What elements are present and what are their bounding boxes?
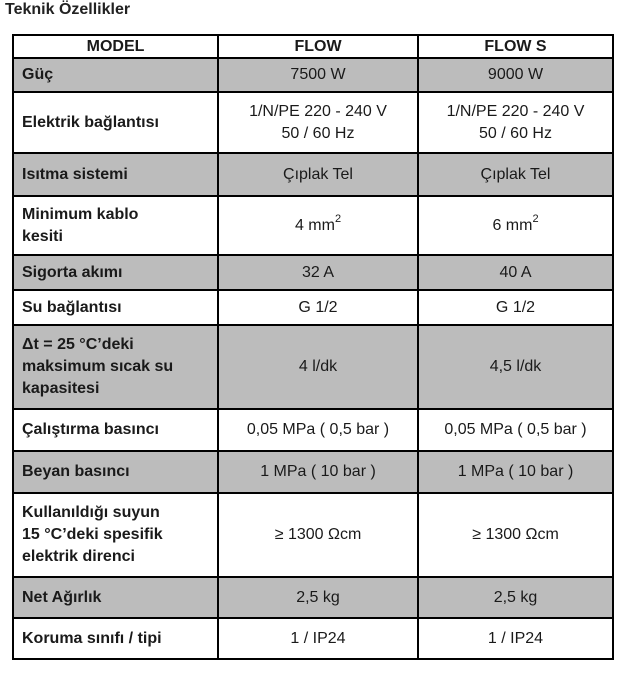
row-label: Net Ağırlık <box>13 577 218 618</box>
row-label: Elektrik bağlantısı <box>13 92 218 153</box>
table-row <box>13 153 613 196</box>
spec-table-body <box>13 58 613 659</box>
flow-s-value: 0,05 MPa ( 0,5 bar ) <box>418 409 613 451</box>
flow-value: 0,05 MPa ( 0,5 bar ) <box>218 409 418 451</box>
cell-line: 15 °C’deki spesifik <box>22 526 163 543</box>
row-label: Beyan basıncı <box>13 451 218 493</box>
table-row <box>13 325 613 409</box>
cell-line: 50 / 60 Hz <box>281 124 355 142</box>
table-row <box>13 618 613 659</box>
cell-value: 4 mm <box>294 216 335 234</box>
cell-line: 50 / 60 Hz <box>479 124 552 142</box>
table-row <box>13 290 613 325</box>
table-row <box>13 58 613 92</box>
cell-superscript: 2 <box>532 213 539 226</box>
table-row <box>13 451 613 493</box>
table-row <box>13 577 613 618</box>
cell-line: 1/N/PE 220 - 240 V <box>249 102 387 120</box>
table-header-row <box>13 35 613 58</box>
row-label: Güç <box>13 58 218 92</box>
row-label <box>13 493 218 577</box>
row-label: Sigorta akımı <box>13 255 218 290</box>
header-flow: FLOW <box>218 35 418 58</box>
table-row <box>13 196 613 255</box>
flow-s-value: 40 A <box>418 255 613 290</box>
flow-value <box>218 92 418 153</box>
cell-line: kapasitesi <box>22 380 100 397</box>
cell-line: elektrik direnci <box>22 548 135 565</box>
cell-line: Minimum kablo <box>22 205 139 223</box>
table-row <box>13 409 613 451</box>
flow-s-value: G 1/2 <box>418 290 613 325</box>
flow-s-value <box>418 92 613 153</box>
flow-value <box>218 196 418 255</box>
flow-value: 4 l/dk <box>218 325 418 409</box>
cell-line: kesiti <box>22 227 63 245</box>
flow-s-value: 1 MPa ( 10 bar ) <box>418 451 613 493</box>
row-label: Çalıştırma basıncı <box>13 409 218 451</box>
flow-value: Çıplak Tel <box>218 153 418 196</box>
cell-superscript: 2 <box>334 213 342 226</box>
spec-table <box>12 34 614 660</box>
flow-s-value: Çıplak Tel <box>418 153 613 196</box>
row-label: Su bağlantısı <box>13 290 218 325</box>
page-title: Teknik Özellikler <box>5 1 131 18</box>
header-flow-s: FLOW S <box>418 35 613 58</box>
cell-value: 6 mm <box>492 216 533 234</box>
row-label <box>13 196 218 255</box>
flow-value: 1 MPa ( 10 bar ) <box>218 451 418 493</box>
flow-s-value: 2,5 kg <box>418 577 613 618</box>
cell-line: 1/N/PE 220 - 240 V <box>446 102 585 120</box>
flow-s-value: ≥ 1300 Ωcm <box>418 493 613 577</box>
cell-line: Δt = 25 °C’deki <box>22 336 134 353</box>
flow-value: ≥ 1300 Ωcm <box>218 493 418 577</box>
flow-value: 32 A <box>218 255 418 290</box>
flow-s-value: 9000 W <box>418 58 613 92</box>
header-model: MODEL <box>13 35 218 58</box>
flow-s-value <box>418 196 613 255</box>
flow-value: 7500 W <box>218 58 418 92</box>
cell-line: Kullanıldığı suyun <box>22 504 160 521</box>
table-row <box>13 255 613 290</box>
row-label: Koruma sınıfı / tipi <box>13 618 218 659</box>
flow-s-value: 1 / IP24 <box>418 618 613 659</box>
table-row <box>13 493 613 577</box>
flow-value: 1 / IP24 <box>218 618 418 659</box>
flow-s-value: 4,5 l/dk <box>418 325 613 409</box>
cell-line: maksimum sıcak su <box>22 358 174 375</box>
flow-value: 2,5 kg <box>218 577 418 618</box>
row-label: Isıtma sistemi <box>13 153 218 196</box>
row-label <box>13 325 218 409</box>
table-row <box>13 92 613 153</box>
flow-value: G 1/2 <box>218 290 418 325</box>
